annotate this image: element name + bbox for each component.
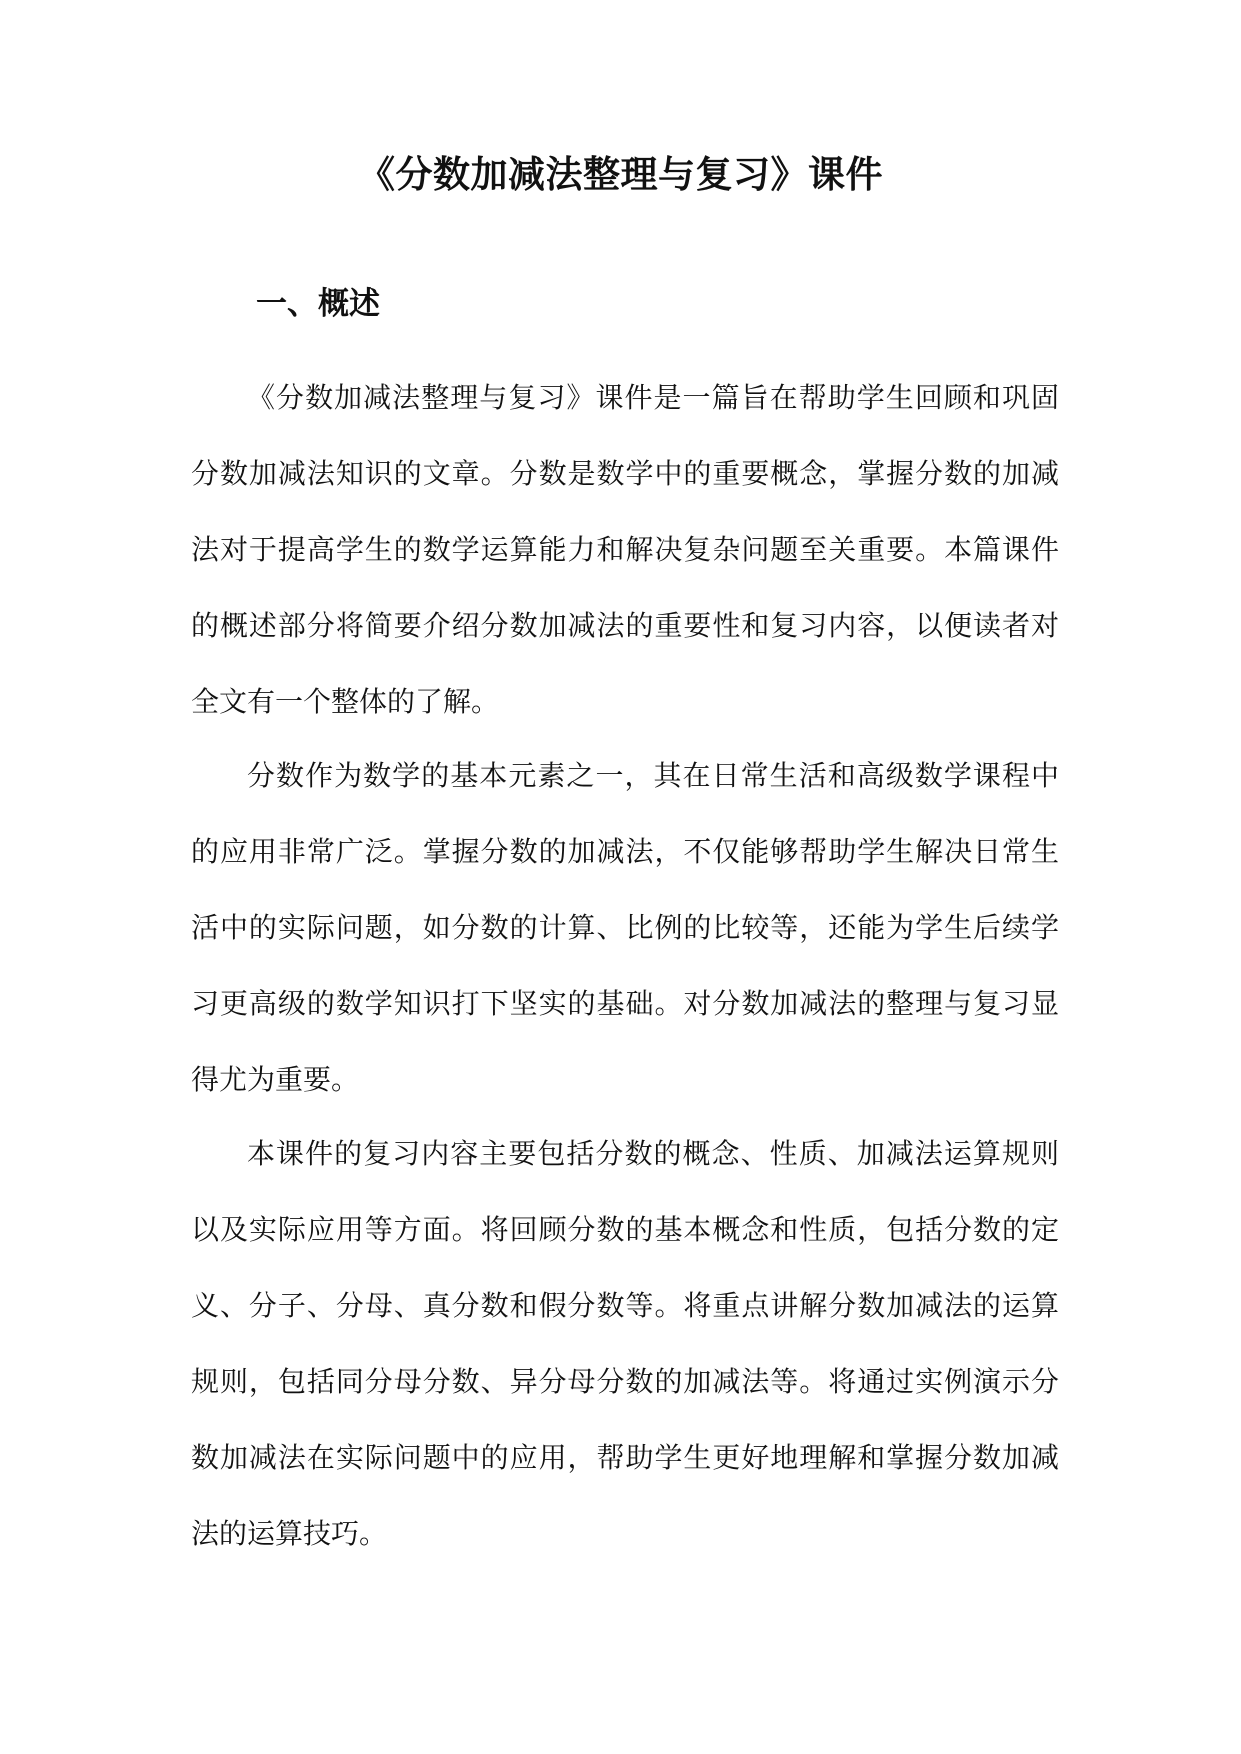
paragraph-line: 法对于提高学生的数学运算能力和解决复杂问题至关重要。本篇课件 — [191, 533, 1059, 566]
paragraph-line: 的概述部分将简要介绍分数加减法的重要性和复习内容，以便读者对 — [191, 609, 1059, 642]
paragraph-line: 分数作为数学的基本元素之一，其在日常生活和高级数学课程中 — [247, 759, 1059, 792]
paragraph-line: 《分数加减法整理与复习》课件是一篇旨在帮助学生回顾和巩固 — [247, 381, 1059, 414]
paragraph-line: 的应用非常广泛。掌握分数的加减法，不仅能够帮助学生解决日常生 — [191, 835, 1059, 868]
paragraph-line: 法的运算技巧。 — [191, 1517, 388, 1550]
paragraph-line: 数加减法在实际问题中的应用，帮助学生更好地理解和掌握分数加减 — [191, 1441, 1059, 1474]
paragraph-line: 分数加减法知识的文章。分数是数学中的重要概念，掌握分数的加减 — [191, 457, 1059, 490]
paragraph-line: 规则，包括同分母分数、异分母分数的加减法等。将通过实例演示分 — [191, 1365, 1059, 1398]
paragraph-overview-1 — [191, 360, 1059, 740]
paragraph-line: 习更高级的数学知识打下坚实的基础。对分数加减法的整理与复习显 — [191, 987, 1059, 1020]
paragraph-overview-2 — [191, 738, 1059, 1118]
paragraph-line: 活中的实际问题，如分数的计算、比例的比较等，还能为学生后续学 — [191, 911, 1059, 944]
paragraph-overview-3 — [191, 1116, 1059, 1572]
paragraph-line: 全文有一个整体的了解。 — [191, 685, 500, 718]
paragraph-line: 本课件的复习内容主要包括分数的概念、性质、加减法运算规则 — [247, 1137, 1059, 1170]
paragraph-line: 以及实际应用等方面。将回顾分数的基本概念和性质，包括分数的定 — [191, 1213, 1059, 1246]
section-heading: 一、概述 — [256, 286, 380, 322]
document-title: 《分数加减法整理与复习》课件 — [358, 152, 883, 196]
paragraph-line: 义、分子、分母、真分数和假分数等。将重点讲解分数加减法的运算 — [191, 1289, 1059, 1322]
paragraph-line: 得尤为重要。 — [191, 1063, 360, 1096]
